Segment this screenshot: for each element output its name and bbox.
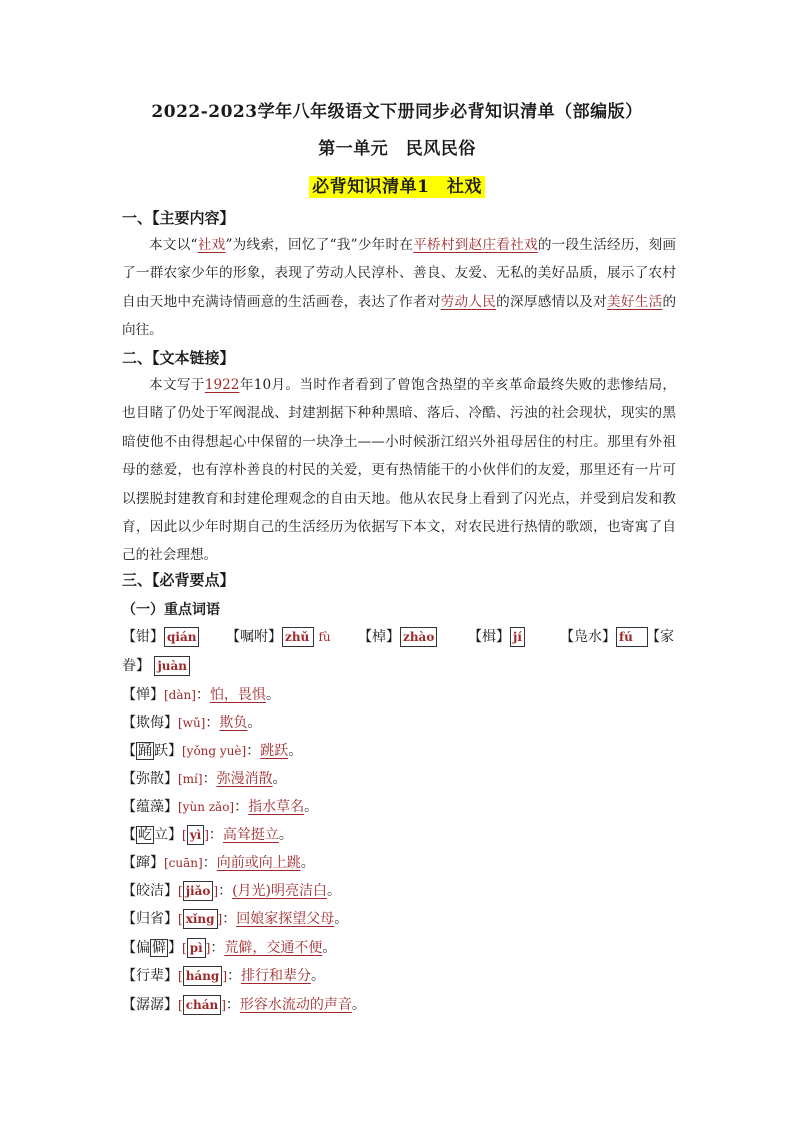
unit-title: 第一单元 民风民俗 [318,139,476,159]
pinyin-box: qián [164,627,199,647]
text: 。 [300,855,315,871]
definition: 形容水流动的声音 [239,997,352,1013]
text: ： [234,799,249,815]
highlighted-list-title: 必背知识清单1 社戏 [309,176,485,198]
text: 年10月。当时作者看到了曾饱含热望的辛亥革命最终失败的悲惨结局，也目睹了仍处于军阀混战、封建割据下种种黑暗、落后、冷酷、污浊的社会现状，现实的黑暗使他不由得想起心中保留的一块净土——小时候浙江绍兴外祖母居住的村庄。那里有外祖母的慈爱，也有淳朴善良的村民的关爱，更有热情能干的小伙伴们的友爱，那里还有一片可以摆脱封建教育和封建伦理观念的自由天地。他从农民身上看到了闪光点，并受到启发和教育，因此以少年时期自己的生活经历为依据写下本文，对农民进行热情的歌颂，也寄寓了自己的社会理想。 [122,377,677,564]
key-words-subheading: （一）重点词语 [122,602,220,618]
word-entry [122,852,315,872]
pinyin-box: háng [183,966,223,986]
text: 的向往。 [122,293,677,339]
word: 立】 [154,827,182,843]
word: 【 [122,743,136,759]
text: 。 [278,827,293,843]
pinyin-box: chán [183,995,222,1015]
word-row [122,626,682,650]
pinyin: ] [205,941,211,955]
word: 【潺潺】 [122,997,178,1013]
word: 【棹】 [358,629,400,645]
text: 。 [334,911,349,927]
word-item [468,626,525,647]
main-content-paragraph [122,231,676,345]
definition: 荒僻，交通不便 [224,940,323,956]
word-entry [122,768,287,788]
text: 。 [265,687,280,703]
text: 。 [288,743,303,759]
underlined-term: 劳动人民 [440,293,497,310]
word: 眷】 [122,658,150,674]
text: 。 [247,715,262,731]
word: 【欺侮】 [122,715,178,731]
word-entry [122,712,261,732]
pinyin-box: juàn [154,656,190,676]
text: 的深厚感情以及对 [496,293,607,310]
pinyin: fù [318,630,331,644]
word: 【嘱咐】 [226,629,282,645]
pinyin-box: jí [510,627,525,647]
word: 【行辈】 [122,968,178,984]
section-text-link-heading: 二、【文本链接】 [122,349,235,367]
boxed-character: 屹 [138,827,152,843]
text-link-paragraph [122,371,676,570]
text: 。 [327,883,341,899]
section-key-points-heading: 三、【必背要点】 [122,571,235,589]
text: 。 [272,771,287,787]
word: 【 [122,827,136,843]
definition: 跳跃 [260,743,289,759]
pinyin: ] [217,912,223,926]
definition: 排行和辈分 [241,968,311,984]
pinyin-box: pì [187,938,206,958]
pinyin-box: fú [616,627,648,647]
pinyin: [ [178,998,183,1012]
text: ”为线索，回忆了“我”少年时在 [225,237,414,253]
pinyin: ] [213,884,219,898]
boxed-character: 踊 [138,743,152,759]
word-entry [122,937,336,958]
pinyin-box: yì [187,825,205,845]
word-entry [122,824,293,845]
definition: 高耸挺立 [222,827,279,843]
pinyin: [ [178,912,183,926]
word-entry [122,994,366,1015]
text: ： [225,997,240,1013]
word-item [226,626,331,647]
word-entry [122,880,341,901]
word: 【钳】 [122,629,164,645]
definition: (月光)明亮洁白 [232,883,327,899]
text: 。 [304,799,319,815]
pinyin: [ [178,884,183,898]
text: ： [202,855,217,871]
word-entry [122,796,318,816]
word-entry [122,684,280,704]
text: ： [208,827,223,843]
pinyin: [cuān] [164,856,203,870]
definition: 弥漫消散 [216,771,273,787]
definition: 怕，畏惧 [209,687,266,703]
text: ： [246,743,261,759]
pinyin: [yǒng yuè] [182,744,247,758]
pinyin: [ [182,941,187,955]
underlined-term: 社戏 [197,237,226,253]
word: 【偏 [122,940,150,956]
word: 【弥散】 [122,771,178,787]
pinyin: [ [182,828,187,842]
word-item: 【家 [646,629,674,645]
text: ： [218,883,233,899]
text: ： [205,715,220,731]
section-main-content-heading: 一、【主要内容】 [122,209,235,227]
pinyin: [ [178,969,183,983]
word: 【楫】 [468,629,510,645]
definition: 回娘家探望父母 [236,911,335,927]
word-row-continued [122,655,190,676]
word-item [358,626,437,647]
text: ： [222,911,237,927]
document-title: 2022-2023学年八年级语文下册同步必背知识清单（部编版） [151,102,643,122]
word-entry [122,740,302,760]
word-entry [122,965,325,986]
word-item [560,626,648,647]
pinyin-box: xǐng [183,909,218,929]
word: 【蹿】 [122,855,164,871]
pinyin: [dàn] [164,688,196,702]
pinyin: ] [221,998,226,1012]
word: 】 [168,940,182,956]
text: 。 [311,968,325,984]
text: ： [227,968,241,984]
text: ： [202,771,217,787]
definition: 向前或向上跳 [216,855,301,871]
word: 跃】 [154,743,182,759]
pinyin: [mí] [178,772,203,786]
pinyin: [wǔ] [178,716,206,730]
pinyin-box: jiǎo [183,881,214,901]
pinyin-box: zhào [400,627,437,647]
text: 本文写于 [149,377,205,393]
underlined-term: 平桥村到赵庄看社戏 [413,237,538,253]
boxed-character: 僻 [152,940,166,956]
text: 。 [351,997,366,1013]
word: 【惮】 [122,687,164,703]
list-title [0,172,794,197]
pinyin-box: zhǔ [282,627,314,647]
word: 【归省】 [122,911,178,927]
word: 【皎洁】 [122,883,178,899]
pinyin: ] [204,828,209,842]
text: ： [210,940,225,956]
text: 的一段生活经历，刻画了一群农家少年的形象，表现了劳动人民淳朴、善良、友爱、无私的美好品质，展示了农村自由天地中充满诗情画意的生活画卷，表达了作者对 [122,237,677,310]
text: ： [195,687,210,703]
underlined-year: 1922 [204,377,240,393]
word: 【凫水】 [560,629,616,645]
definition: 指水草名 [248,799,305,815]
word-item [122,626,199,647]
underlined-term: 美好生活 [607,293,663,310]
word: 【蕴藻】 [122,799,178,815]
definition: 欺负 [219,715,248,731]
word-entry [122,908,348,929]
pinyin: [yùn zǎo] [178,800,235,814]
text: 本文以“ [149,237,198,253]
pinyin: ] [222,969,227,983]
text: 。 [322,940,337,956]
